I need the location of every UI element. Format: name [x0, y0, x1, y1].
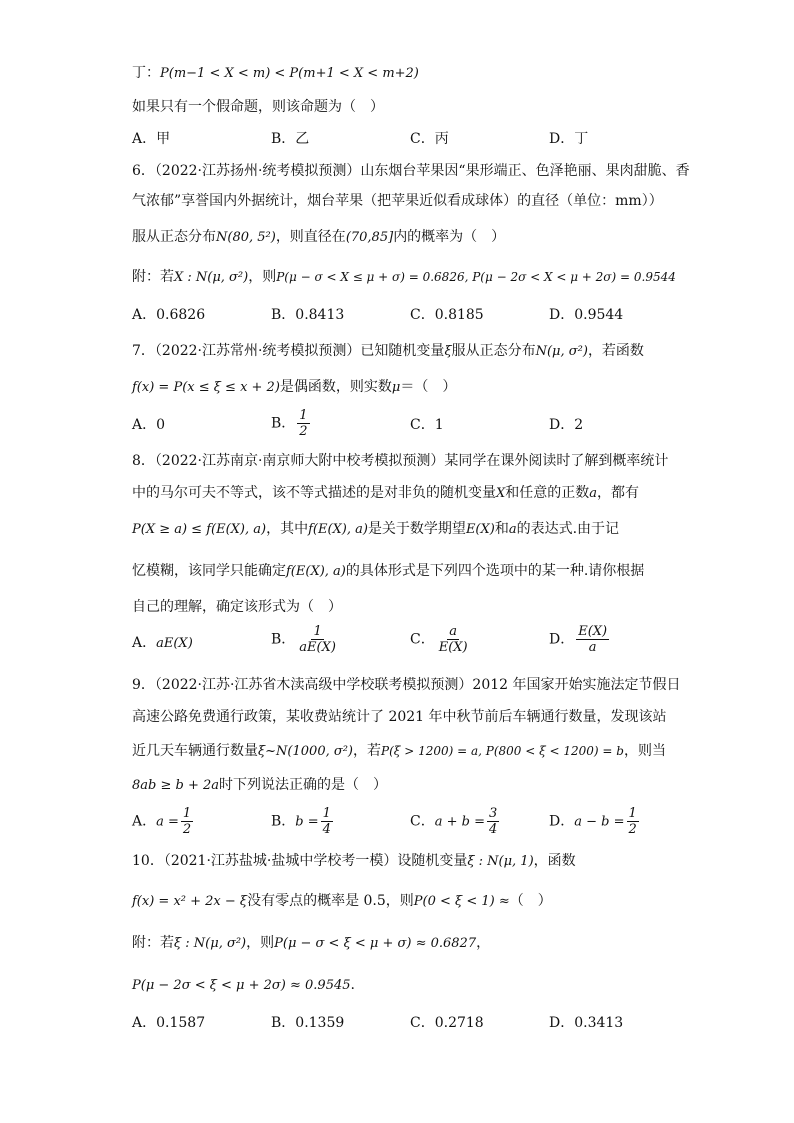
q8-option-a[interactable]: A．aE(X)	[132, 635, 193, 651]
q5-stem: 如果只有一个假命题，则该命题为（ ）	[132, 99, 384, 115]
q9-option-a-fraction: $\frac{1}{2}$	[182, 806, 192, 837]
q9-option-b[interactable]: B．b = $\frac{1}{4}$	[271, 806, 331, 837]
q7-option-b[interactable]: B． $\frac{1}{2}$	[271, 408, 308, 439]
q8-option-d[interactable]: D． $\frac{E(X)}{a}$	[549, 624, 608, 655]
q10-option-a[interactable]: A．0.1587	[132, 1015, 206, 1031]
q10-option-d[interactable]: D．0.3413	[549, 1015, 624, 1031]
q8-option-c[interactable]: C． $\frac{a}{E(X)}$	[410, 624, 468, 655]
q8-option-b-fraction: $\frac{1}{aE(X)}$	[299, 624, 336, 655]
q9-option-d[interactable]: D．a − b = $\frac{1}{2}$	[549, 806, 637, 837]
q8-line1: 8．（2022·江苏南京·南京师大附中校考模拟预测）某同学在课外阅读时了解到概率统计	[132, 453, 669, 469]
q6-line1: 6．（2022·江苏扬州·统考模拟预测）山东烟台苹果因“果形端正、色泽艳丽、果肉甜脆、香	[132, 163, 690, 179]
q7-line1: 7．（2022·江苏常州·统考模拟预测）已知随机变量ξ服从正态分布N(μ, σ²)，若函数	[132, 343, 644, 359]
q5-ding-label: 丁：	[132, 65, 160, 81]
q8-line5: 自己的理解，确定该形式为（ ）	[132, 599, 342, 615]
q5-option-d[interactable]: D．丁	[549, 131, 589, 147]
q6-option-d[interactable]: D．0.9544	[549, 307, 624, 323]
q5-ding-line	[132, 64, 419, 83]
q8-line2: 中的马尔可夫不等式，该不等式描述的是对非负的随机变量X和任意的正数a，都有	[132, 485, 640, 501]
q10-option-b[interactable]: B．0.1359	[271, 1015, 345, 1031]
q9-line3: 近几天车辆通行数量ξ~N(1000, σ²)，若P(ξ > 1200) = a, P(800 < ξ < 1200) = b，则当	[132, 743, 666, 759]
q10-option-c[interactable]: C．0.2718	[410, 1015, 484, 1031]
q6-appendix: 附：若X : N(μ, σ²)，则P(μ − σ < X ≤ μ + σ) = 0.6826, P(μ − 2σ < X < μ + 2σ) = 0.9544	[132, 269, 676, 285]
q5-option-a[interactable]: A．甲	[132, 131, 171, 147]
q6-option-a[interactable]: A．0.6826	[132, 307, 206, 323]
q6-option-b[interactable]: B．0.8413	[271, 307, 345, 323]
q8-option-c-fraction: $\frac{a}{E(X)}$	[438, 624, 468, 655]
q8-option-d-fraction: $\frac{E(X)}{a}$	[578, 624, 608, 655]
q10-line1: 10．（2021·江苏盐城·盐城中学校考一模）设随机变量ξ : N(μ, 1)，函数	[132, 853, 576, 869]
q5-ding-expr: P(m−1 < X < m) < P(m+1 < X < m+2)	[160, 66, 419, 81]
q9-option-b-fraction: $\frac{1}{4}$	[322, 806, 331, 837]
q9-option-c[interactable]: C．a + b = $\frac{3}{4}$	[410, 806, 498, 837]
q8-option-b[interactable]: B． $\frac{1}{aE(X)}$	[271, 624, 336, 655]
q10-line4: P(μ − 2σ < ξ < μ + 2σ) ≈ 0.9545.	[132, 977, 355, 993]
q9-line1: 9．（2022·江苏·江苏省木渎高级中学校联考模拟预测）2012 年国家开始实施法定节假日	[132, 677, 681, 693]
q10-line2: f(x) = x² + 2x − ξ没有零点的概率是 0.5，则P(0 < ξ < 1) ≈（ ）	[132, 893, 552, 909]
q7-option-c[interactable]: C．1	[410, 417, 444, 433]
q7-line2: f(x) = P(x ≤ ξ ≤ x + 2)是偶函数，则实数μ＝（ ）	[132, 379, 457, 395]
q9-line4: 8ab ≥ b + 2a时下列说法正确的是（ ）	[132, 777, 388, 793]
q6-line3: 服从正态分布N(80, 5²)，则直径在(70,85]内的概率为（ ）	[132, 229, 506, 245]
q5-option-b[interactable]: B．乙	[271, 131, 310, 147]
q9-option-d-fraction: $\frac{1}{2}$	[628, 806, 637, 837]
q6-line2: 气浓郁”享誉国内外据统计，烟台苹果（把苹果近似看成球体）的直径（单位：mm））	[132, 193, 663, 209]
q10-line3: 附：若ξ : N(μ, σ²)，则P(μ − σ < ξ < μ + σ) ≈ 0.6827，	[132, 935, 491, 951]
q5-option-c[interactable]: C．丙	[410, 131, 449, 147]
q8-line4: 忆模糊，该同学只能确定f(E(X), a)的具体形式是下列四个选项中的某一种.请你根据	[132, 563, 645, 579]
q8-line3: P(X ≥ a) ≤ f(E(X), a)，其中f(E(X), a)是关于数学期望E(X)和a的表达式.由于记	[132, 521, 620, 537]
q9-option-c-fraction: $\frac{3}{4}$	[488, 806, 498, 837]
q7-option-a[interactable]: A．0	[132, 417, 166, 433]
q9-option-a[interactable]: A．a = $\frac{1}{2}$	[132, 806, 192, 837]
q7-option-d[interactable]: D．2	[549, 417, 584, 433]
q7-option-b-fraction: $\frac{1}{2}$	[299, 408, 308, 439]
q6-option-c[interactable]: C．0.8185	[410, 307, 484, 323]
q9-line2: 高速公路免费通行政策，某收费站统计了 2021 年中秋节前后车辆通行数量，发现该站	[132, 709, 667, 725]
